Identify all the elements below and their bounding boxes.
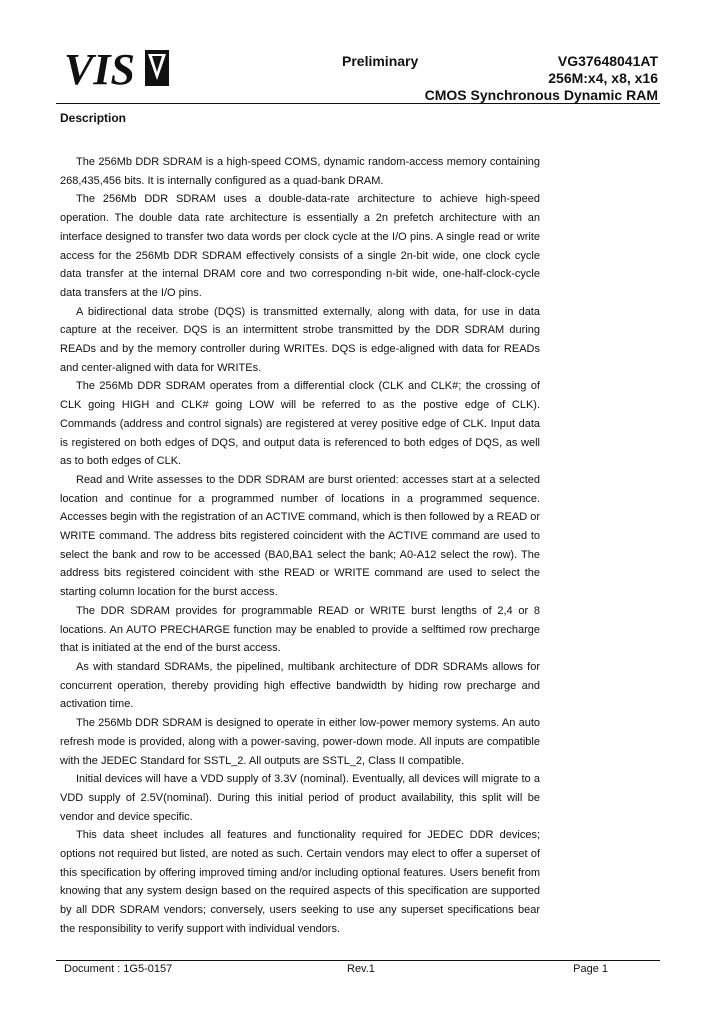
part-number: VG37648041AT [557, 53, 658, 69]
footer-divider [56, 960, 660, 961]
paragraph: The DDR SDRAM provides for programmable READ or WRITE burst lengths of 2,4 or 8 locations. An AUTO PRECHARGE function may be enabled to provide a selftimed row precharge that is initiated at the end of the burst access. [60, 604, 540, 655]
organization: 256M:x4, x8, x16 [548, 70, 658, 86]
paragraph: A bidirectional data strobe (DQS) is transmitted externally, along with data, for use in data capture at the receiver. DQS is an intermittent strobe transmitted by the DDR SDRAM during READs and by the memory controller during WRITEs. DQS is edge-aligned with data for READs and center-aligned with data for WRITEs. [60, 305, 540, 374]
footer-document: Document : 1G5-0157 [64, 963, 173, 975]
product-header [425, 53, 658, 104]
paragraph: Read and Write assesses to the DDR SDRAM are burst oriented: accesses start at a selected location and continue for a programmed number of locations in a programmed sequence. Accesses begin with the registration of an ACTIVE command, which is then followed by a READ or WRITE command. The address bits registered coincident with the ACTIVE command are used to select the bank and row to be accessed (BA0,BA1 select the bank; A0-A12 select the row). The address bits registered coincident with sthe READ or WRITE command are used to select the starting column location for the burst access. [60, 473, 540, 599]
footer-revision: Rev.1 [347, 963, 375, 975]
paragraph: The 256Mb DDR SDRAM is designed to operate in either low-power memory systems. An auto refresh mode is provided, along with a power-saving, power-down mode. All inputs are compatible with the JEDEC Standard for SSTL_2. All outputs are SSTL_2, Class II compatible. [60, 717, 540, 767]
footer-page: Page 1 [573, 963, 608, 975]
logo-text: VIS [64, 45, 135, 92]
header-divider [56, 103, 660, 104]
paragraph: As with standard SDRAMs, the pipelined, multibank architecture of DDR SDRAMs allows for concurrent operation, thereby providing high effective bandwidth by hiding row precharge and activation time. [60, 660, 540, 711]
vis-logo-icon [62, 42, 174, 92]
paragraph: The 256Mb DDR SDRAM uses a double-data-rate architecture to achieve high-speed operation. The double data rate architecture is essentially a 2n prefetch architecture with an interface designed to transfer two data words per clock cycle at the I/O pins. A single read or write access for the 256Mb DDR SDRAM effectively consists of a single 2n-bit wide, one clock cycle data transfer at the internal DRAM core and two corresponding n-bit wide, one-half-clock-cycle data transfers at the I/O pins. [60, 193, 540, 299]
product-type: CMOS Synchronous Dynamic RAM [424, 87, 658, 103]
company-logo [62, 42, 174, 92]
paragraph: The 256Mb DDR SDRAM is a high-speed COMS, dynamic random-access memory containing 268,435,456 bits. It is internally configured as a quad-bank DRAM. [60, 156, 540, 187]
description-body [60, 153, 540, 939]
paragraph: The 256Mb DDR SDRAM operates from a differential clock (CLK and CLK#; the crossing of CLK going HIGH and CLK# going LOW will be referred to as the postive edge of CLK). Commands (address and control signals) are registered at verey positive edge of CLK. Input data is registered on both edges of DQS, and output data is referenced to both edges of DQS, as well as to both edges of CLK. [60, 380, 540, 468]
paragraph: This data sheet includes all features and functionality required for JEDEC DDR devices; options not required but listed, are noted as such. Certain vendors may elect to offer a superset of this specification by offering improved timing and/or including optional features. Users benefit from knowing that any system design based on the required aspects of this specification are supported by all DDR SDRAM vendors; conversely, users seeking to use any superset specifications bear the responsibility to verify support with individual vendors. [60, 829, 540, 935]
paragraph: Initial devices will have a VDD supply of 3.3V (nominal). Eventually, all devices will migrate to a VDD supply of 2.5V(nominal). During this initial period of product availability, this split will be vendor and device specific. [60, 773, 540, 823]
section-title: Description [60, 111, 127, 125]
preliminary-label: Preliminary [342, 53, 419, 69]
